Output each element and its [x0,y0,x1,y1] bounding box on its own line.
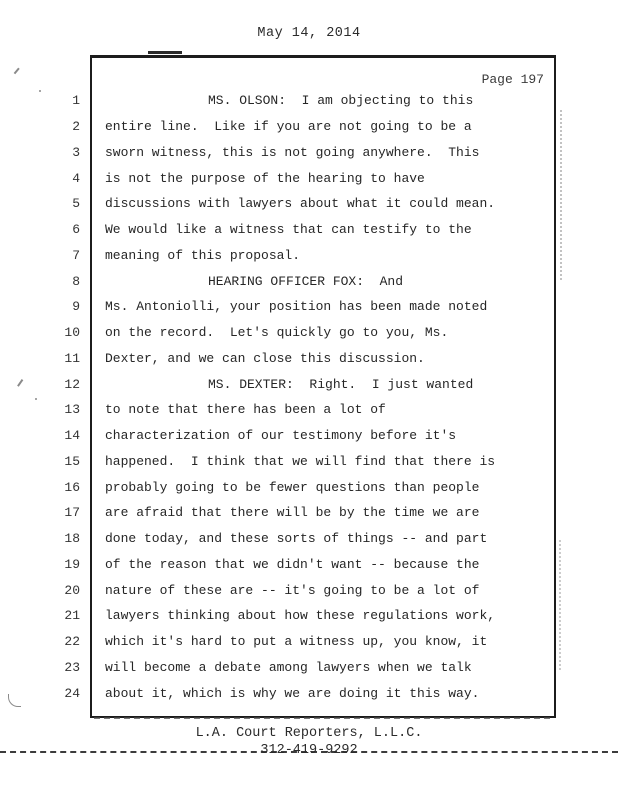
transcript-line-row [0,449,618,475]
transcript-line-text: to note that there has been a lot of [105,402,386,418]
transcript-line-text: which it's hard to put a witness up, you know, it [105,634,488,650]
scan-artifact [559,540,561,670]
transcript-line-text: of the reason that we didn't want -- because the [105,556,480,572]
line-number: 22 [64,634,80,650]
transcript-line-row [0,500,618,526]
transcript-line-text: done today, and these sorts of things -- and part [105,531,488,547]
transcript-line-text: We would like a witness that can testify to the [105,222,472,238]
transcript-line-text: happened. I think that we will find that there is [105,453,496,469]
transcript-line-row [0,217,618,243]
transcript-line-text: nature of these are -- it's going to be a lot of [105,582,480,598]
page-number-label: Page 197 [481,72,544,87]
line-number: 19 [64,556,80,572]
transcript-line-text: characterization of our testimony before it's [105,428,457,444]
transcript-date: May 14, 2014 [257,26,361,41]
transcript-line-text: are afraid that there will be by the time we are [105,505,480,521]
line-number: 10 [64,325,80,341]
line-number: 23 [64,659,80,675]
line-number: 16 [64,479,80,495]
line-number: 20 [64,582,80,598]
transcript-line-row [0,191,618,217]
transcript-line-row [0,655,618,681]
line-number: 13 [64,402,80,418]
line-number: 4 [72,170,80,186]
transcript-line-row [0,140,618,166]
transcript-line-row [0,423,618,449]
line-number: 6 [72,222,80,238]
transcript-lines [0,88,618,706]
line-number: 8 [72,273,80,289]
scan-smudge-bottom-border [94,717,550,719]
transcript-line-row [0,526,618,552]
transcript-line-row [0,397,618,423]
transcript-line-row [0,552,618,578]
scan-artifact [39,90,41,92]
transcript-line-text: HEARING OFFICER FOX: And [208,273,404,289]
transcript-line-row [0,114,618,140]
line-number: 12 [64,376,80,392]
line-number: 1 [72,93,80,109]
line-number: 17 [64,505,80,521]
transcript-line-row [0,629,618,655]
transcript-line-row [0,577,618,603]
transcript-line-text: is not the purpose of the hearing to have [105,170,425,186]
transcript-line-text: about it, which is why we are doing it this way. [105,685,480,701]
transcript-line-text: MS. DEXTER: Right. I just wanted [208,376,474,392]
transcript-line-text: probably going to be fewer questions than people [105,479,480,495]
line-number: 3 [72,144,80,160]
line-number: 21 [64,608,80,624]
transcript-line-row [0,243,618,269]
scan-artifact [560,110,562,280]
transcript-line-row [0,603,618,629]
transcript-line-row [0,371,618,397]
reporter-phone-number: 312-419-9292 [260,743,358,758]
line-number: 24 [64,685,80,701]
transcript-line-text: Ms. Antoniolli, your position has been made noted [105,299,488,315]
line-number: 2 [72,119,80,135]
scan-artifact [35,398,37,400]
scan-artifact [14,68,20,74]
line-number: 18 [64,531,80,547]
transcript-line-row [0,294,618,320]
line-number: 11 [64,350,80,366]
transcript-line-text: will become a debate among lawyers when we talk [105,659,472,675]
transcript-line-row [0,474,618,500]
transcript-line-text: lawyers thinking about how these regulations work, [105,608,496,624]
transcript-line-text: on the record. Let's quickly go to you, Ms. [105,325,449,341]
transcript-line-text: entire line. Like if you are not going to be a [105,119,472,135]
line-number: 15 [64,453,80,469]
transcript-line-row [0,88,618,114]
transcript-line-row [0,680,618,706]
transcript-line-row [0,165,618,191]
line-number: 5 [72,196,80,212]
line-number: 7 [72,247,80,263]
transcript-line-row [0,320,618,346]
transcript-line-text: sworn witness, this is not going anywhere. This [105,144,480,160]
scan-artifact [148,51,182,54]
transcript-line-text: MS. OLSON: I am objecting to this [208,93,474,109]
reporter-company-name: L.A. Court Reporters, L.L.C. [195,726,423,741]
transcript-line-row [0,268,618,294]
line-number: 14 [64,428,80,444]
transcript-line-text: meaning of this proposal. [105,247,301,263]
line-number: 9 [72,299,80,315]
transcript-line-text: Dexter, and we can close this discussion. [105,350,425,366]
transcript-line-text: discussions with lawyers about what it could mean. [105,196,496,212]
transcript-line-row [0,346,618,372]
